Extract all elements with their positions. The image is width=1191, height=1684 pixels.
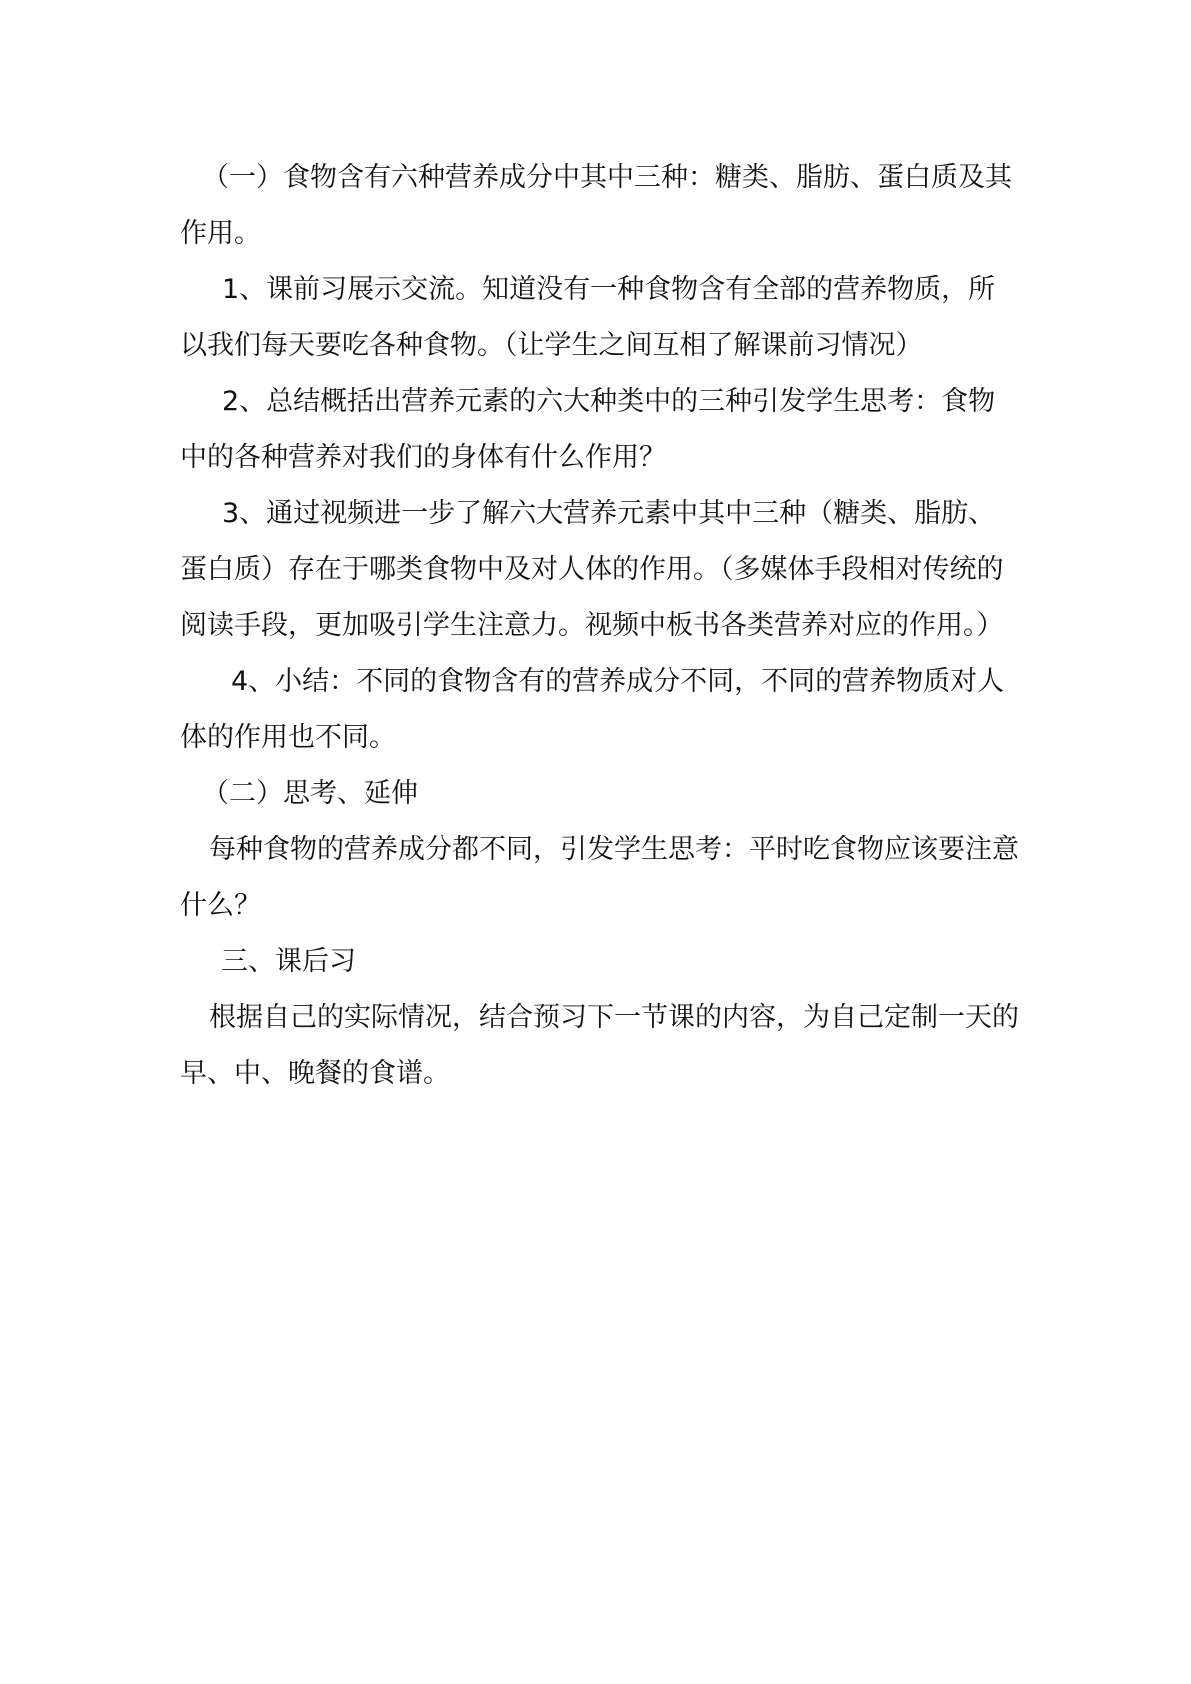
paragraph-step-3: 3、通过视频进一步了解六大营养元素中其中三种（糖类、脂肪、蛋白质）存在于哪类食物中及对人体的作用。（多媒体手段相对传统的阅读手段，更加吸引学生注意力。视频中板书各类营养对应的作用。） [180,498,1004,641]
section-heading-three: 三、课后习 [221,946,356,977]
section-heading-two: （二）思考、延伸 [202,778,418,809]
section-heading-one: （一）食物含有六种营养成分中其中三种：糖类、脂肪、蛋白质及其作用。 [180,162,1012,249]
paragraph-step-4: 4、小结：不同的食物含有的营养成分不同，不同的营养物质对人体的作用也不同。 [180,666,1005,753]
paragraph-extension: 每种食物的营养成分都不同，引发学生思考：平时吃食物应该要注意什么？ [180,834,1019,921]
document-body [180,150,1020,1102]
paragraph-step-1: 1、课前习展示交流。知道没有一种食物含有全部的营养物质，所以我们每天要吃各种食物。（让学生之间互相了解课前习情况） [180,274,996,361]
paragraph-homework: 根据自己的实际情况，结合预习下一节课的内容，为自己定制一天的早、中、晚餐的食谱。 [180,1002,1019,1089]
paragraph-step-2: 2、总结概括出营养元素的六大种类中的三种引发学生思考：食物中的各种营养对我们的身体有什么作用？ [180,386,996,473]
